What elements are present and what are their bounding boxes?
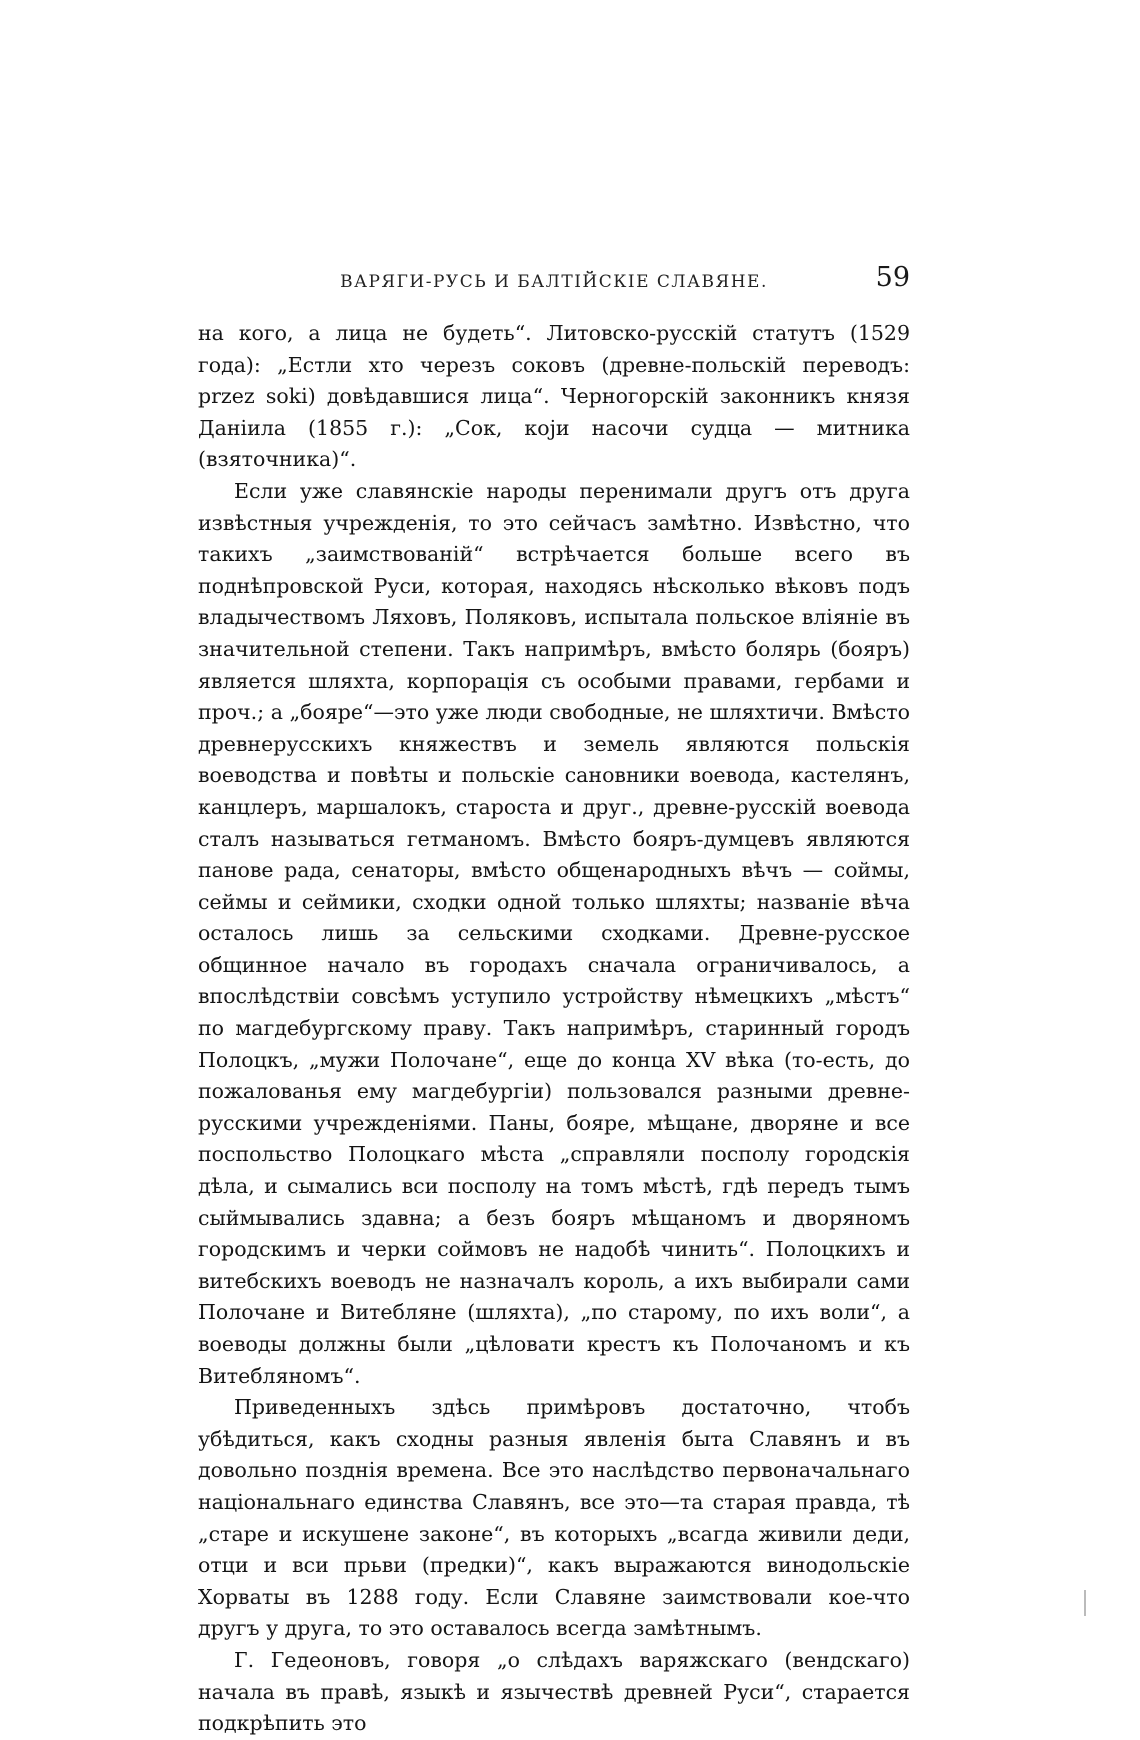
paragraph-3: Приведенныхъ здѣсь примѣровъ достаточно, чтобъ убѣдиться, какъ сходны разныя явленія быта Славянъ и въ довольно позднія времена. Все это наслѣдство первоначальнаго національнаго единства Славянъ, все это—та старая правда, тѣ „старе и искушене законе“, въ которыхъ „всагда живили деди, отци и вси прьви (предки)“, какъ выражаются винодольскіе Хорваты въ 1288 году. Если Славяне заимствовали кое-что другъ у друга, то это оставалось всегда замѣтнымъ.: [198, 1395, 910, 1641]
margin-mark: [1084, 1590, 1086, 1616]
running-head: [198, 262, 910, 296]
paragraph-4: Г. Гедеоновъ, говоря „о слѣдахъ варяжскаго (вендскаго) начала въ правѣ, языкѣ и язычествѣ древней Руси“, старается подкрѣпить это: [198, 1647, 910, 1736]
page-number: 59: [875, 262, 910, 293]
paragraph-1: на кого, а лица не будеть“. Литовско-русскій статутъ (1529 года): „Естли хто черезъ соковъ (древне-польскій переводъ: przez soki) довѣдавшися лица“. Черногорскій законникъ князя Даніила (1855 г.): „Сок, који насочи судца — митника (взяточника)“.: [198, 321, 910, 472]
paragraph-2: Если уже славянскіе народы перенимали другъ отъ друга извѣстныя учрежденія, то это сейчасъ замѣтно. Извѣстно, что такихъ „заимствованій“ встрѣчается больше всего въ поднѣпровской Руси, которая, находясь нѣсколько вѣковъ подъ владычествомъ Ляховъ, Поляковъ, испытала польское вліяніе въ значительной степени. Такъ напримѣръ, вмѣсто болярь (бояръ) является шляхта, корпорація съ особыми правами, гербами и проч.; а „бояре“—это уже люди свободные, не шляхтичи. Вмѣсто древнерусскихъ княжествъ и земель являются польскія воеводства и повѣты и польскіе сановники воевода, кастелянъ, канцлеръ, маршалокъ, староста и друг., древне-русскій воевода сталъ называться гетманомъ. Вмѣсто бояръ-думцевъ являются панове рада, сенаторы, вмѣсто общенародныхъ вѣчъ — соймы, сеймы и сеймики, сходки одной только шляхты; названіе вѣча осталось лишь за сельскими сходками. Древне-русское общинное начало въ городахъ сначала ограничивалось, а впослѣдствіи совсѣмъ уступило устройству нѣмецкихъ „мѣстъ“ по магдебургскому праву. Такъ напримѣръ, старинный городъ Полоцкъ, „мужи Полочане“, еще до конца XV вѣка (то-есть, до пожалованья ему магдебургіи) пользовался разными древне-русскими учрежденіями. Паны, бояре, мѣщане, дворяне и все поспольство Полоцкаго мѣста „справляли посполу городскія дѣла, и сымались вси посполу на томъ мѣстѣ, гдѣ передъ тымъ сыймывались здавна; а безъ бояръ мѣщаномъ и дворяномъ городскимъ и черки соймовъ не надобѣ чинить“. Полоцкихъ и витебскихъ воеводъ не назначалъ король, а ихъ выбирали сами Полочане и Витебляне (шляхта), „по старому, по ихъ воли“, а воеводы должны были „цѣловати крестъ къ Полочаномъ и къ Витебляномъ“.: [198, 478, 910, 1388]
running-title: ВАРЯГИ-РУСЬ И БАЛТІЙСКІЕ СЛАВЯНЕ.: [340, 272, 768, 292]
body-text: [198, 318, 910, 1740]
